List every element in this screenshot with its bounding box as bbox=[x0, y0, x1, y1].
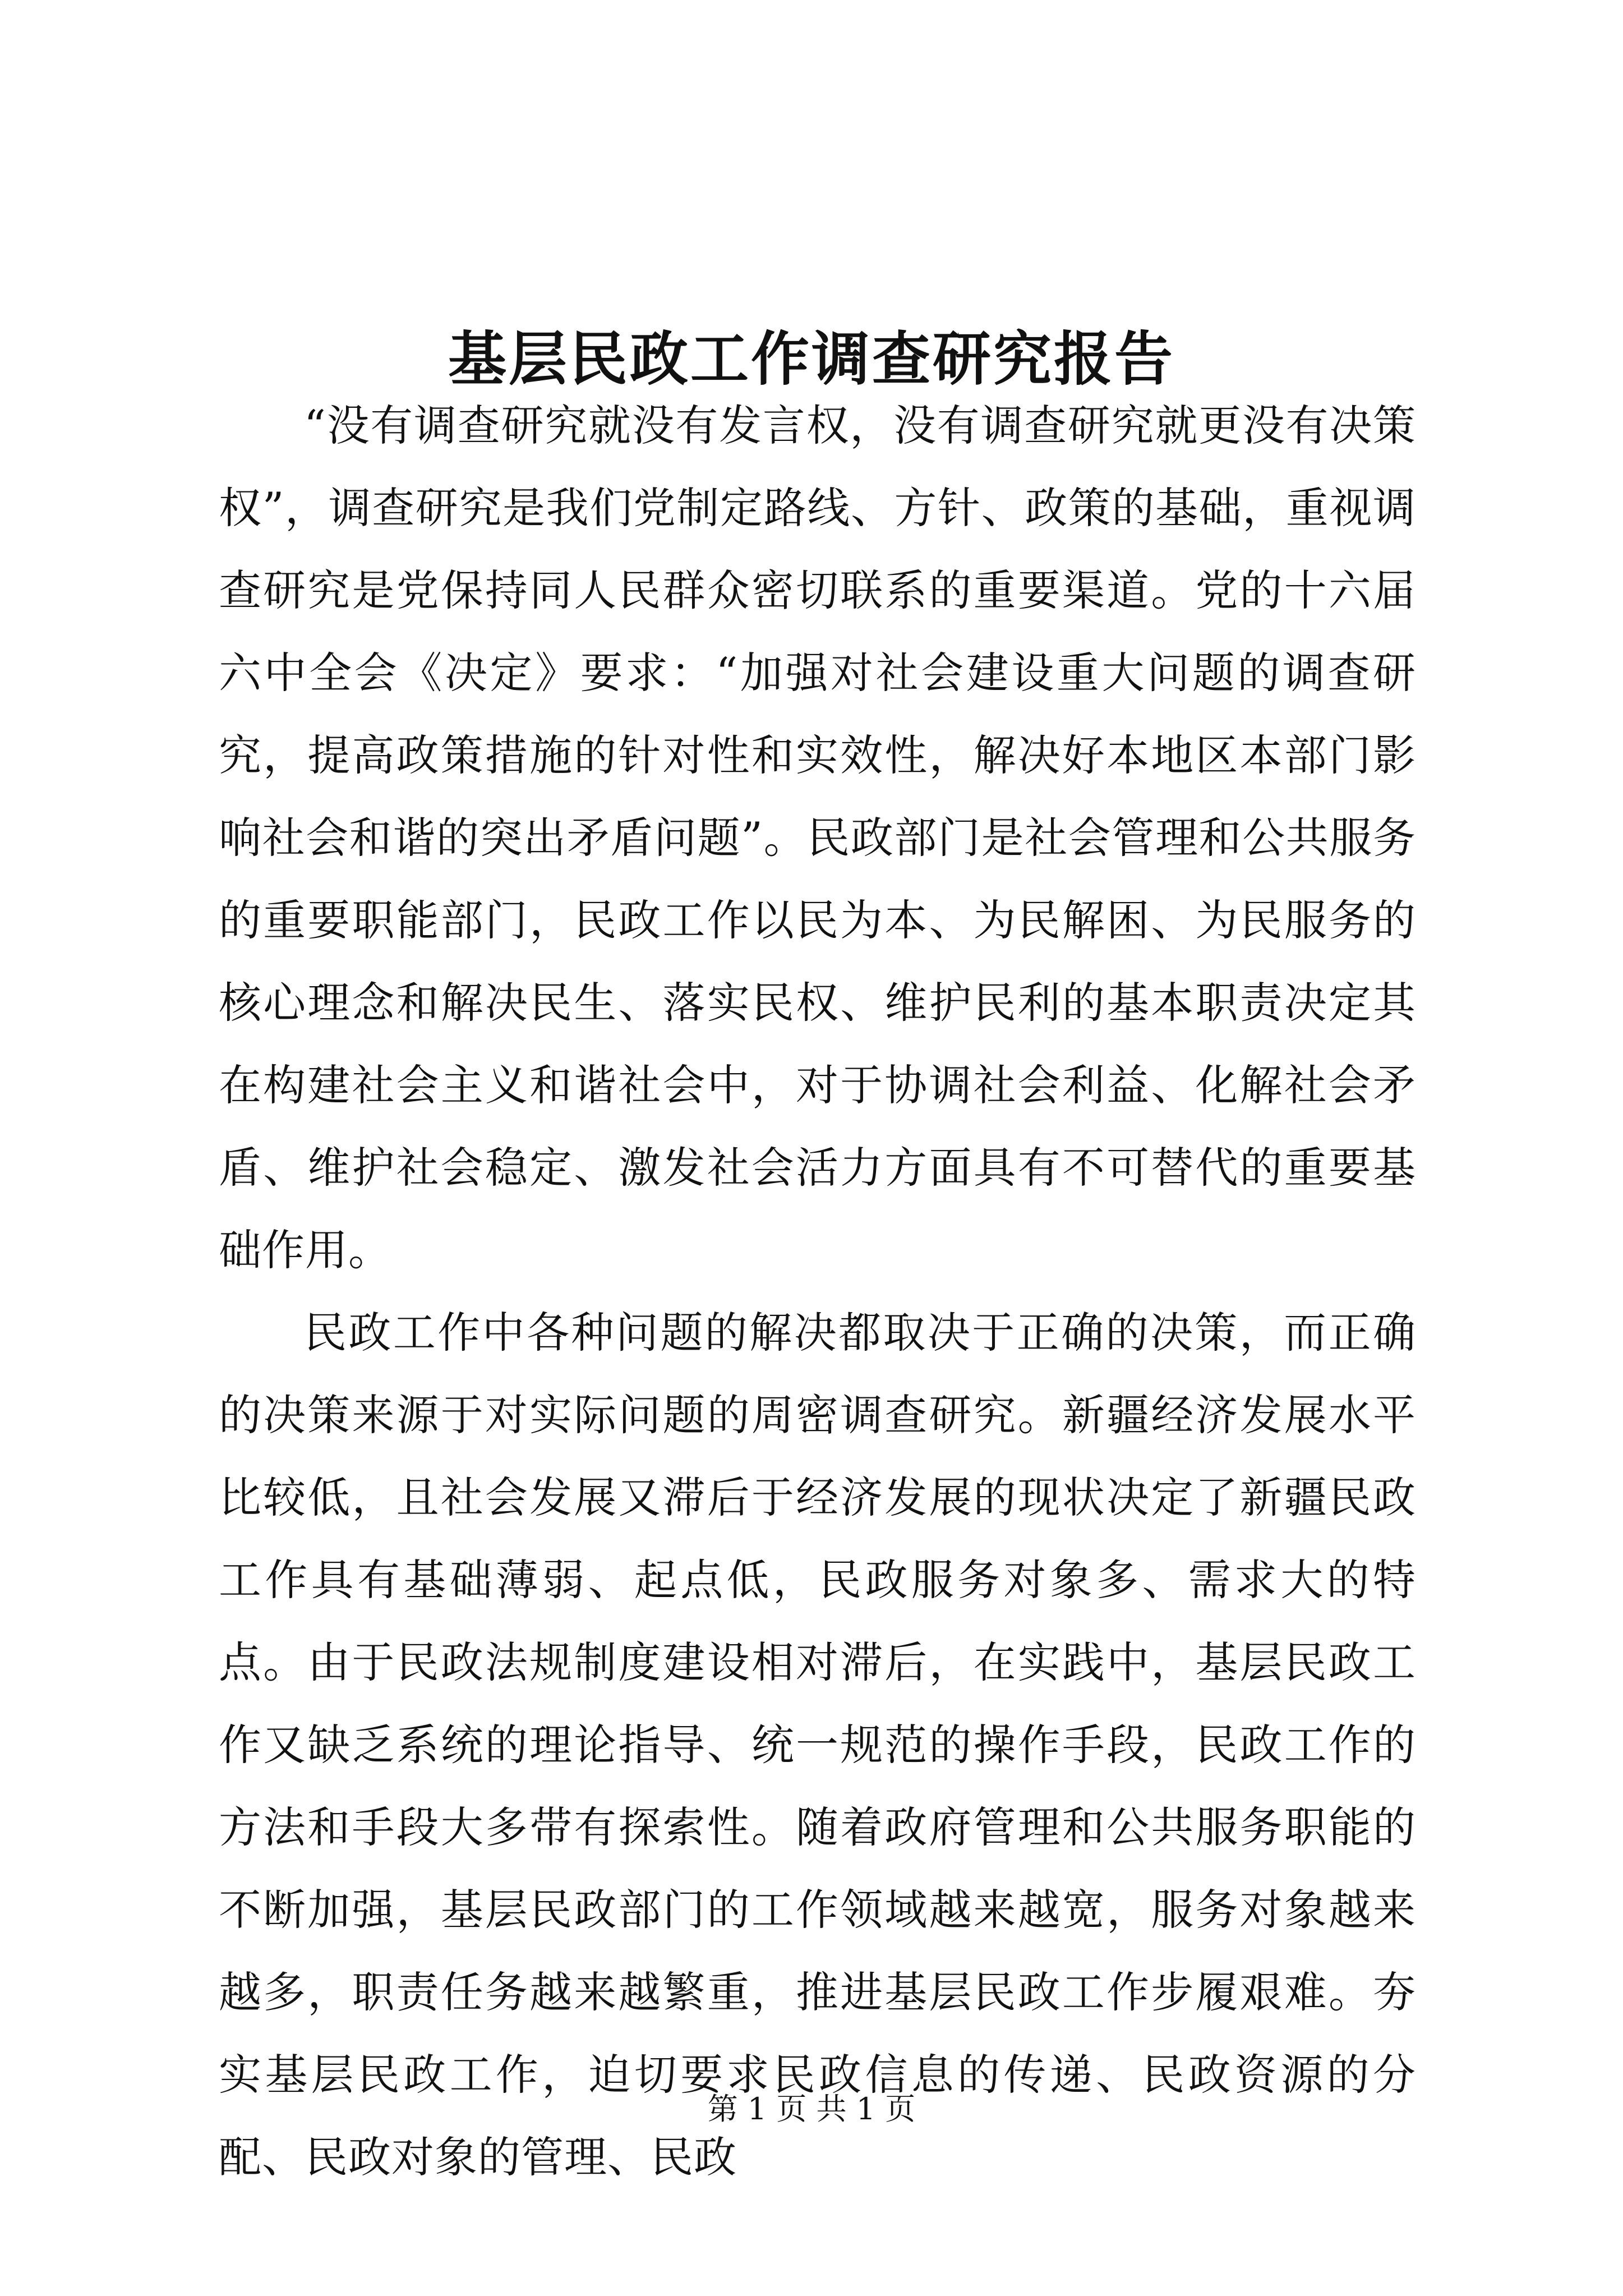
document-title: 基层民政工作调查研究报告 bbox=[448, 324, 1175, 393]
document-body bbox=[219, 384, 1416, 2198]
page-footer: 第 1 页 共 1 页 bbox=[707, 2091, 916, 2127]
paragraph-1: “没有调查研究就没有发言权，没有调查研究就更没有决策权”，调查研究是我们党制定路线、方针、政策的基础，重视调查研究是党保持同人民群众密切联系的重要渠道。党的十六届六中全会《决定》要求：“加强对社会建设重大问题的调查研究，提高政策措施的针对性和实效性，解决好本地区本部门影响社会和谐的突出矛盾问题”。民政部门是社会管理和公共服务的重要职能部门，民政工作以民为本、为民解困、为民服务的核心理念和解决民生、落实民权、维护民利的基本职责决定其在构建社会主义和谐社会中，对于协调社会利益、化解社会矛盾、维护社会稳定、激发社会活力方面具有不可替代的重要基础作用。 bbox=[219, 401, 1416, 1275]
paragraph-2: 民政工作中各种问题的解决都取决于正确的决策，而正确的决策来源于对实际问题的周密调查研究。新疆经济发展水平比较低，且社会发展又滞后于经济发展的现状决定了新疆民政工作具有基础薄弱、起点低，民政服务对象多、需求大的特点。由于民政法规制度建设相对滞后，在实践中，基层民政工作又缺乏系统的理论指导、统一规范的操作手段，民政工作的方法和手段大多带有探索性。随着政府管理和公共服务职能的不断加强，基层民政部门的工作领域越来越宽，服务对象越来越多，职责任务越来越繁重，推进基层民政工作步履艰难。夯实基层民政工作，迫切要求民政信息的传递、民政资源的分配、民政对象的管理、民政 bbox=[219, 1308, 1416, 2182]
